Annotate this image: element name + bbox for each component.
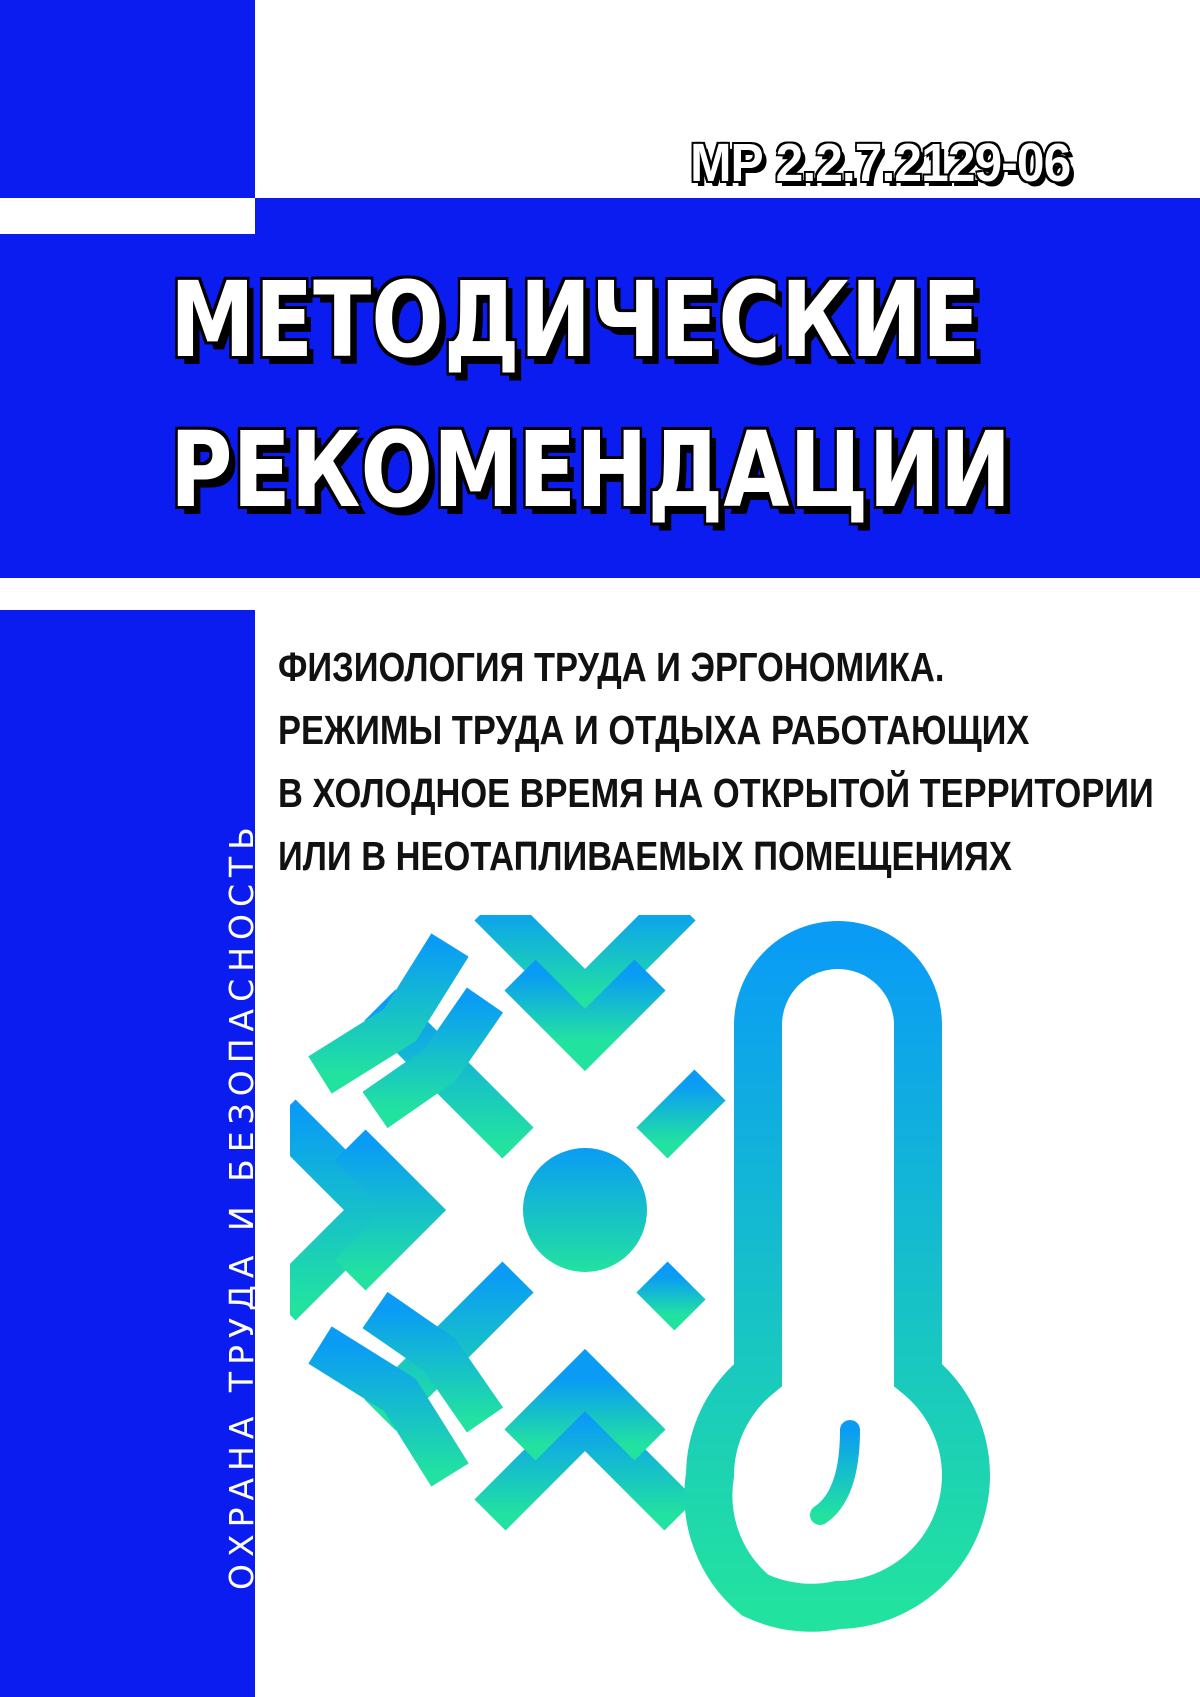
document-code: МР 2.2.7.2129-06: [689, 133, 1070, 193]
subtitle-line: РЕЖИМЫ ТРУДА И ОТДЫХА РАБОТАЮЩИХ: [278, 707, 1030, 753]
snowflake-thermometer-icon: [290, 915, 1120, 1685]
subtitle-line: ИЛИ В НЕОТАПЛИВАЕМЫХ ПОМЕЩЕНИЯХ: [278, 833, 1012, 879]
subtitle-line: В ХОЛОДНОЕ ВРЕМЯ НА ОТКРЫТОЙ ТЕРРИТОРИИ: [278, 770, 1154, 816]
series-label: ОХРАНА ТРУДА И БЕЗОПАСНОСТЬ: [222, 820, 261, 1590]
subtitle-line: ФИЗИОЛОГИЯ ТРУДА И ЭРГОНОМИКА.: [278, 644, 945, 690]
title-line-2: РЕКОМЕНДАЦИИ: [170, 409, 1012, 531]
subtitle: [278, 636, 1154, 888]
stripe-bottom: [0, 578, 255, 610]
stripe-top: [0, 198, 255, 234]
title-line-1: МЕТОДИЧЕСКИЕ: [170, 259, 981, 381]
